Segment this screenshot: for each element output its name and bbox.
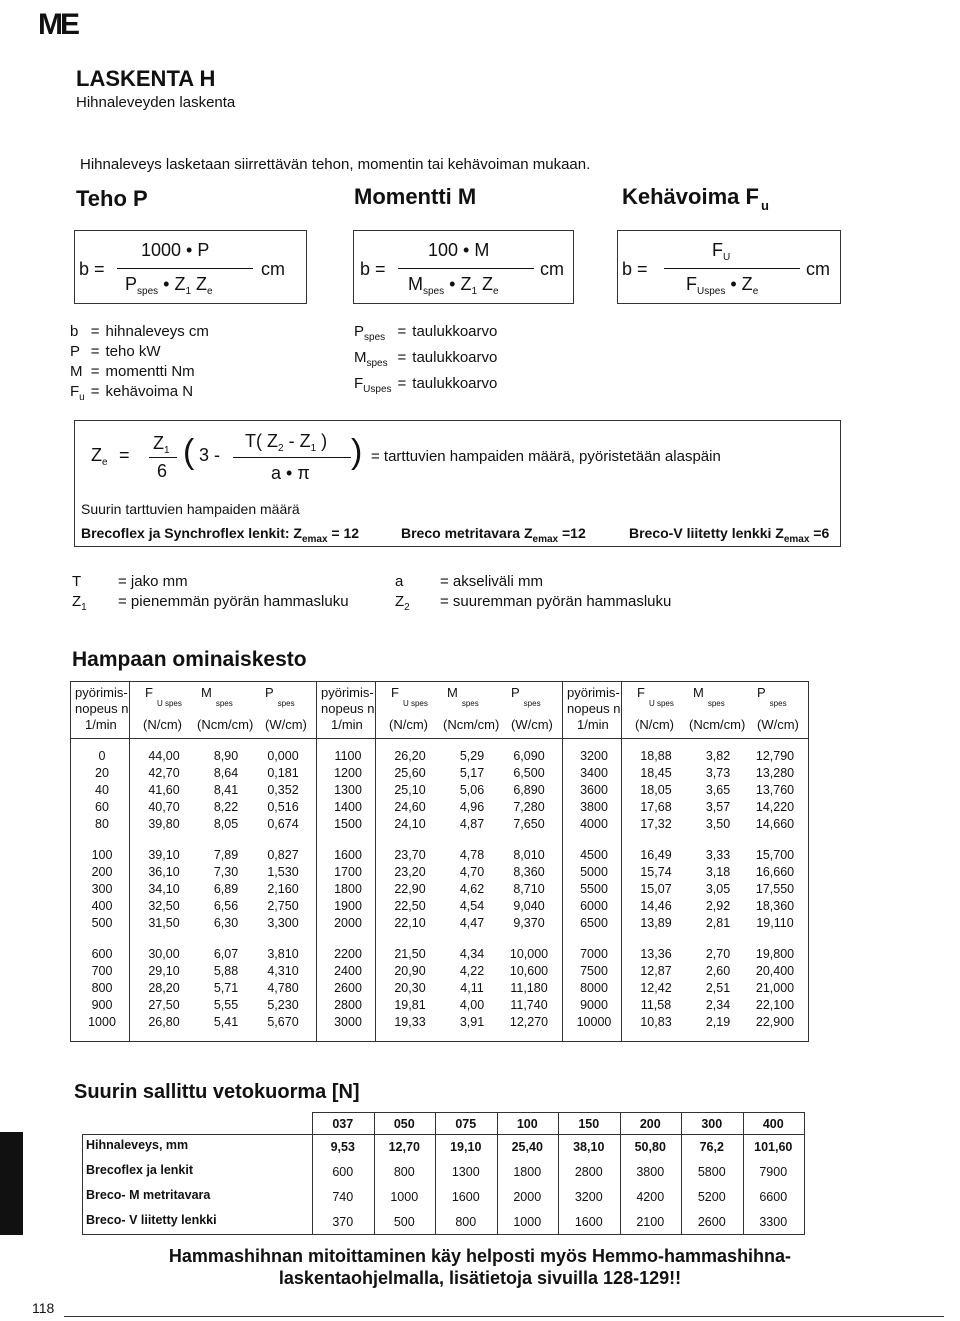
def-a-desc: = akseliväli mm	[440, 573, 543, 590]
table-cell-m: 5,71	[213, 981, 239, 995]
table-cell-speed: 1600	[334, 848, 362, 862]
table-cell-speed: 1800	[334, 882, 362, 896]
table-cell-m: 5,06	[459, 783, 485, 797]
section-pull: Suurin sallittu vetokuorma [N]	[74, 1081, 360, 1103]
ze-formula-box: $Z_e$ = $Z_1$ 6 ( 3 - T( $Z_2 - Z_1$ ) a • π ) = tarttuvien hampaiden määrä, pyöristetään alaspäin Suurin tarttuvien hampaiden määrä Brecoflex ja Synchroflex lenkit: $Z_{emax} = 12$ Breco metritavara $Z_{emax} =12$ Breco-V liitetty lenkki $Z_{emax} =6$	[74, 420, 841, 547]
table-cell-p: 3,300	[267, 916, 299, 930]
table-cell-speed: 500	[91, 916, 113, 930]
table-cell-m: 3,73	[705, 766, 731, 780]
table-cell-m: 8,41	[213, 783, 239, 797]
table-cell-speed: 20	[95, 766, 109, 780]
table-cell-p: 0,674	[267, 817, 299, 831]
table-cell-m: 3,82	[705, 749, 731, 763]
pull-value: 5200	[697, 1190, 726, 1204]
table-cell-speed: 900	[91, 998, 113, 1012]
table-cell-speed: 100	[91, 848, 113, 862]
table-cell-p: 13,760	[755, 783, 795, 797]
table-cell-p: 18,360	[755, 899, 795, 913]
pull-value: 50,80	[634, 1140, 666, 1154]
table-cell-p: 1,530	[267, 865, 299, 879]
table-cell-p: 9,040	[513, 899, 545, 913]
table-cell-p: 7,650	[513, 817, 545, 831]
table-cell-f: 22,90	[394, 882, 426, 896]
table-cell-f: 34,10	[148, 882, 180, 896]
pull-value: 2000	[513, 1190, 542, 1204]
pull-value: 600	[332, 1165, 354, 1179]
table-cell-f: 39,80	[148, 817, 180, 831]
table-cell-m: 4,62	[459, 882, 485, 896]
header-speed: nopeus n	[321, 701, 375, 716]
table-cell-m: 2,81	[705, 916, 731, 930]
table-cell-f: 16,49	[640, 848, 672, 862]
table-cell-speed: 10000	[576, 1015, 612, 1029]
tooth-capacity-table	[70, 681, 809, 1042]
table-cell-m: 4,22	[459, 964, 485, 978]
header-m: $M_{spes}$	[201, 685, 233, 708]
table-cell-f: 20,90	[394, 964, 426, 978]
section-momentti: Momentti M	[354, 184, 477, 209]
table-cell-p: 5,230	[267, 998, 299, 1012]
table-cell-f: 19,33	[394, 1015, 426, 1029]
pull-code: 100	[516, 1117, 538, 1131]
table-cell-m: 4,78	[459, 848, 485, 862]
table-cell-speed: 40	[95, 783, 109, 797]
pull-value: 25,40	[511, 1140, 543, 1154]
table-cell-speed: 4500	[580, 848, 608, 862]
pull-value: 5800	[697, 1165, 726, 1179]
table-cell-speed: 9000	[580, 998, 608, 1012]
table-cell-p: 11,180	[510, 981, 548, 995]
table-cell-speed: 700	[91, 964, 113, 978]
def-t-desc: = jako mm	[118, 573, 188, 590]
table-cell-speed: 2800	[334, 998, 362, 1012]
pull-load-table	[82, 1112, 804, 1234]
pull-value: 3200	[574, 1190, 603, 1204]
table-cell-speed: 5000	[580, 865, 608, 879]
table-cell-m: 2,34	[705, 998, 731, 1012]
header-speed: pyörimis-	[75, 685, 128, 700]
table-cell-f: 11,58	[640, 998, 672, 1012]
table-cell-f: 36,10	[148, 865, 180, 879]
pull-code: 400	[762, 1117, 784, 1131]
def-z2-desc: = suuremman pyörän hammasluku	[440, 593, 672, 610]
header-f-unit: (N/cm)	[389, 717, 428, 732]
table-cell-f: 13,36	[640, 947, 672, 961]
table-cell-f: 13,89	[640, 916, 672, 930]
table-cell-f: 12,87	[640, 964, 672, 978]
pull-value: 500	[393, 1215, 415, 1229]
table-cell-p: 14,660	[755, 817, 795, 831]
table-cell-f: 19,81	[394, 998, 426, 1012]
table-cell-speed: 8000	[580, 981, 608, 995]
table-cell-speed: 2400	[334, 964, 362, 978]
table-cell-p: 6,500	[513, 766, 545, 780]
table-cell-speed: 200	[91, 865, 113, 879]
header-p-unit: (W/cm)	[757, 717, 799, 732]
table-cell-speed: 1900	[334, 899, 362, 913]
def-z1: $Z_1$	[72, 593, 87, 613]
pull-row-label: Hihnaleveys, mm	[86, 1138, 189, 1152]
table-cell-m: 6,89	[213, 882, 239, 896]
table-cell-m: 7,30	[213, 865, 239, 879]
pull-code: 300	[701, 1117, 723, 1131]
header-m: $M_{spes}$	[447, 685, 479, 708]
table-cell-p: 20,400	[755, 964, 795, 978]
table-cell-m: 3,05	[705, 882, 731, 896]
pull-value: 1600	[574, 1215, 603, 1229]
pull-row-label: Breco- V liitetty lenkki	[86, 1213, 217, 1227]
pull-value: 1000	[390, 1190, 419, 1204]
header-f: $F_{U spes}$	[637, 685, 674, 708]
table-cell-m: 4,00	[459, 998, 485, 1012]
table-cell-m: 3,33	[705, 848, 731, 862]
table-cell-p: 14,220	[755, 800, 795, 814]
header-p: $P_{spes}$	[757, 685, 787, 708]
header-p: $P_{spes}$	[511, 685, 541, 708]
pull-value: 4200	[636, 1190, 665, 1204]
table-cell-speed: 3400	[580, 766, 608, 780]
header-m-unit: (Ncm/cm)	[689, 717, 746, 732]
table-cell-m: 2,70	[705, 947, 731, 961]
table-cell-speed: 6000	[580, 899, 608, 913]
table-cell-m: 3,18	[705, 865, 731, 879]
pull-value: 3800	[636, 1165, 665, 1179]
table-cell-m: 5,55	[213, 998, 239, 1012]
table-cell-f: 18,05	[640, 783, 672, 797]
pull-value: 2800	[574, 1165, 603, 1179]
table-cell-m: 3,91	[459, 1015, 485, 1029]
table-cell-m: 4,87	[459, 817, 485, 831]
header-speed: pyörimis-	[321, 685, 374, 700]
company-logo: ME	[38, 8, 77, 41]
table-cell-f: 25,10	[394, 783, 426, 797]
table-cell-p: 6,090	[513, 749, 545, 763]
table-cell-speed: 400	[91, 899, 113, 913]
table-cell-m: 8,05	[213, 817, 239, 831]
table-cell-m: 8,22	[213, 800, 239, 814]
table-cell-p: 6,890	[513, 783, 545, 797]
header-speed: pyörimis-	[567, 685, 620, 700]
table-cell-p: 4,310	[267, 964, 299, 978]
table-cell-f: 30,00	[148, 947, 180, 961]
header-f: $F_{U spes}$	[391, 685, 428, 708]
table-cell-speed: 1200	[334, 766, 362, 780]
table-cell-p: 12,270	[509, 1015, 549, 1029]
table-cell-p: 16,660	[755, 865, 795, 879]
def-z2: $Z_2$	[395, 593, 410, 613]
table-cell-f: 21,50	[394, 947, 426, 961]
table-cell-m: 8,90	[213, 749, 239, 763]
table-cell-f: 10,83	[640, 1015, 672, 1029]
table-cell-p: 0,181	[267, 766, 299, 780]
header-f-unit: (N/cm)	[143, 717, 182, 732]
table-cell-p: 2,160	[267, 882, 299, 896]
table-cell-speed: 3800	[580, 800, 608, 814]
pull-code: 037	[332, 1117, 354, 1131]
table-cell-f: 26,20	[394, 749, 426, 763]
table-cell-m: 2,51	[705, 981, 731, 995]
legend-left: b = hihnaleveys cm P = teho kW M = momentti Nm $F_u$ = kehävoima N	[70, 323, 209, 403]
table-cell-m: 8,64	[213, 766, 239, 780]
table-cell-p: 11,740	[510, 998, 548, 1012]
table-cell-speed: 7500	[580, 964, 608, 978]
table-cell-m: 5,88	[213, 964, 239, 978]
pull-value: 1000	[513, 1215, 542, 1229]
table-cell-f: 24,60	[394, 800, 426, 814]
table-cell-p: 3,810	[267, 947, 299, 961]
page-number: 118	[32, 1300, 55, 1316]
pull-value: 3300	[759, 1215, 788, 1229]
pull-code: 075	[455, 1117, 477, 1131]
header-m-unit: (Ncm/cm)	[443, 717, 500, 732]
table-cell-m: 2,19	[705, 1015, 731, 1029]
table-cell-speed: 2600	[334, 981, 362, 995]
table-cell-speed: 1400	[334, 800, 362, 814]
pull-row-label: Brecoflex ja lenkit	[86, 1163, 193, 1177]
table-cell-m: 5,41	[213, 1015, 239, 1029]
pull-value: 1600	[451, 1190, 480, 1204]
table-cell-m: 4,11	[460, 981, 484, 995]
table-cell-speed: 600	[91, 947, 113, 961]
table-cell-f: 15,74	[640, 865, 672, 879]
def-t: T	[72, 573, 82, 590]
legend-right: $P_{spes}$ = taulukkoarvo $M_{spes}$ = taulukkoarvo $F_{Uspes}$ = taulukkoarvo	[354, 323, 498, 395]
table-cell-p: 17,550	[755, 882, 795, 896]
pull-value: 740	[332, 1190, 354, 1204]
table-cell-f: 17,68	[640, 800, 672, 814]
pull-value: 76,2	[699, 1140, 724, 1154]
intro-text: Hihnaleveys lasketaan siirrettävän tehon, momentin tai kehävoiman mukaan.	[80, 156, 591, 173]
header-f-unit: (N/cm)	[635, 717, 674, 732]
formula-box-teho: b = 1000 • P cm $P_{spes}$ • $Z_1$ $Z_e$	[74, 230, 307, 304]
header-p: $P_{spes}$	[265, 685, 295, 708]
table-cell-m: 2,60	[705, 964, 731, 978]
table-cell-speed: 2000	[334, 916, 362, 930]
table-cell-speed: 60	[95, 800, 109, 814]
table-cell-m: 4,96	[459, 800, 485, 814]
pull-value: 800	[393, 1165, 415, 1179]
table-cell-p: 0,516	[267, 800, 299, 814]
header-speed: nopeus n	[75, 701, 129, 716]
table-cell-p: 8,710	[513, 882, 545, 896]
table-cell-speed: 7000	[580, 947, 608, 961]
pull-row-label: Breco- M metritavara	[86, 1188, 211, 1202]
table-cell-m: 4,34	[459, 947, 485, 961]
formula-box-kehavoima: b = $F_U$ cm $F_{Uspes}$ • $Z_e$	[617, 230, 841, 304]
table-cell-speed: 2200	[334, 947, 362, 961]
section-teho: Teho P	[76, 186, 148, 211]
table-cell-m: 2,92	[705, 899, 731, 913]
table-cell-f: 20,30	[394, 981, 426, 995]
table-cell-p: 0,827	[267, 848, 299, 862]
table-cell-f: 39,10	[148, 848, 180, 862]
table-cell-f: 40,70	[148, 800, 180, 814]
table-cell-m: 3,50	[705, 817, 731, 831]
header-p-unit: (W/cm)	[265, 717, 307, 732]
table-cell-f: 18,45	[640, 766, 672, 780]
table-cell-speed: 1300	[334, 783, 362, 797]
table-cell-f: 22,10	[394, 916, 426, 930]
table-cell-speed: 6500	[580, 916, 608, 930]
table-cell-m: 5,29	[459, 749, 485, 763]
table-cell-m: 3,65	[705, 783, 731, 797]
table-cell-p: 8,360	[513, 865, 545, 879]
table-cell-speed: 800	[91, 981, 113, 995]
table-cell-f: 29,10	[148, 964, 180, 978]
table-cell-speed: 1500	[334, 817, 362, 831]
pull-value: 6600	[759, 1190, 788, 1204]
pull-value: 800	[455, 1215, 477, 1229]
table-cell-f: 17,32	[640, 817, 672, 831]
table-cell-f: 44,00	[148, 749, 180, 763]
page-title: LASKENTA H	[76, 66, 216, 91]
page-subtitle: Hihnaleveyden laskenta	[76, 94, 236, 111]
table-cell-m: 3,57	[705, 800, 731, 814]
section-hampaan: Hampaan ominaiskesto	[72, 648, 307, 671]
table-cell-m: 5,17	[459, 766, 485, 780]
pull-code: 150	[578, 1117, 600, 1131]
table-cell-f: 24,10	[394, 817, 426, 831]
table-cell-p: 5,670	[267, 1015, 299, 1029]
table-cell-p: 19,110	[756, 916, 794, 930]
table-cell-p: 0,000	[267, 749, 299, 763]
table-cell-p: 10,000	[509, 947, 549, 961]
table-cell-speed: 80	[95, 817, 109, 831]
table-cell-m: 4,54	[459, 899, 485, 913]
table-cell-speed: 3200	[580, 749, 608, 763]
table-cell-f: 12,42	[640, 981, 672, 995]
table-cell-f: 15,07	[640, 882, 672, 896]
table-cell-f: 32,50	[148, 899, 180, 913]
formula-box-momentti: b = 100 • M cm $M_{spes}$ • $Z_1$ $Z_e$	[353, 230, 574, 304]
table-cell-speed: 3600	[580, 783, 608, 797]
pull-value: 101,60	[754, 1140, 793, 1154]
table-cell-f: 18,88	[640, 749, 672, 763]
header-f: $F_{U spes}$	[145, 685, 182, 708]
table-cell-p: 0,352	[267, 783, 299, 797]
pull-value: 7900	[759, 1165, 788, 1179]
table-cell-p: 9,370	[513, 916, 545, 930]
def-a: a	[395, 573, 404, 590]
table-cell-p: 7,280	[513, 800, 545, 814]
header-speed-unit: 1/min	[577, 717, 609, 732]
table-cell-p: 21,000	[755, 981, 795, 995]
table-cell-f: 28,20	[148, 981, 180, 995]
table-cell-f: 27,50	[148, 998, 180, 1012]
table-cell-p: 19,800	[755, 947, 795, 961]
pull-value: 2100	[636, 1215, 665, 1229]
pull-value: 2600	[697, 1215, 726, 1229]
table-cell-m: 6,07	[213, 947, 239, 961]
header-m-unit: (Ncm/cm)	[197, 717, 254, 732]
pull-value: 1300	[451, 1165, 480, 1179]
table-cell-p: 13,280	[755, 766, 795, 780]
header-p-unit: (W/cm)	[511, 717, 553, 732]
table-cell-p: 22,100	[755, 998, 795, 1012]
table-cell-m: 6,30	[213, 916, 239, 930]
pull-code: 200	[639, 1117, 661, 1131]
table-cell-f: 26,80	[148, 1015, 180, 1029]
table-cell-speed: 4000	[580, 817, 608, 831]
table-cell-m: 7,89	[213, 848, 239, 862]
table-cell-p: 2,750	[267, 899, 299, 913]
pull-code: 050	[393, 1117, 415, 1131]
table-cell-f: 31,50	[148, 916, 180, 930]
table-cell-p: 4,780	[267, 981, 299, 995]
table-cell-p: 12,790	[755, 749, 795, 763]
header-m: $M_{spes}$	[693, 685, 725, 708]
pull-value: 1800	[513, 1165, 542, 1179]
header-speed: nopeus n	[567, 701, 621, 716]
table-cell-speed: 1000	[88, 1015, 116, 1029]
pull-value: 19,10	[450, 1140, 482, 1154]
table-cell-speed: 300	[91, 882, 113, 896]
pull-value: 38,10	[573, 1140, 605, 1154]
section-kehavoima: Kehävoima F $_u$	[622, 184, 769, 213]
table-cell-m: 4,70	[459, 865, 485, 879]
table-cell-speed: 0	[98, 749, 106, 763]
table-cell-f: 25,60	[394, 766, 426, 780]
header-speed-unit: 1/min	[85, 717, 117, 732]
table-cell-p: 8,010	[513, 848, 545, 862]
table-cell-p: 15,700	[755, 848, 795, 862]
table-cell-m: 6,56	[213, 899, 239, 913]
table-cell-p: 10,600	[509, 964, 549, 978]
table-cell-f: 14,46	[640, 899, 672, 913]
header-speed-unit: 1/min	[331, 717, 363, 732]
table-cell-speed: 5500	[580, 882, 608, 896]
table-cell-speed: 3000	[334, 1015, 362, 1029]
table-cell-f: 23,20	[394, 865, 426, 879]
table-cell-m: 4,47	[459, 916, 485, 930]
table-cell-p: 22,900	[755, 1015, 795, 1029]
footer-note: Hammashihnan mitoittaminen käy helposti myös Hemmo-hammashihna- laskentaohjelmalla, lisätietoja sivuilla 128-129!!	[168, 1246, 792, 1288]
pull-value: 370	[332, 1215, 354, 1229]
table-cell-speed: 1700	[334, 865, 362, 879]
page-edge-marker	[0, 1132, 23, 1235]
table-cell-speed: 1100	[334, 749, 362, 763]
table-cell-f: 42,70	[148, 766, 180, 780]
table-cell-f: 22,50	[394, 899, 426, 913]
def-z1-desc: = pienemmän pyörän hammasluku	[118, 593, 349, 610]
pull-value: 9,53	[330, 1140, 355, 1154]
table-cell-f: 23,70	[394, 848, 426, 862]
pull-value: 12,70	[388, 1140, 420, 1154]
table-cell-f: 41,60	[148, 783, 180, 797]
